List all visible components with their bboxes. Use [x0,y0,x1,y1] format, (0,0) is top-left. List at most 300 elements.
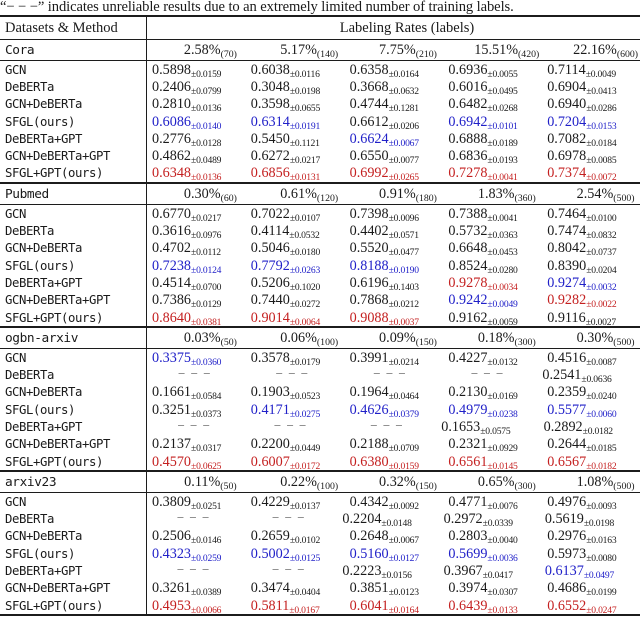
result-stddev: ±0.0280 [487,264,518,276]
result-stddev: ±0.0085 [586,155,617,167]
result-cell [442,435,541,453]
result-cell [146,147,245,165]
result-cell [344,545,443,563]
labeling-rate-cell [457,329,556,347]
result-cell [438,510,539,528]
result-cell [442,597,541,615]
result-cell [245,349,344,367]
method-name: GCN+DeBERTa [5,97,83,112]
result-value: 0.5520 [349,240,389,257]
result-stddev: ±0.0495 [487,85,518,97]
result-stddev: ±0.0049 [487,299,518,311]
result-value: 0.7464 [547,205,587,222]
result-stddev: ±0.0132 [487,356,518,368]
result-value: 0.2803 [448,528,488,545]
result-value: 0.2321 [448,436,488,453]
result-cell [541,545,640,563]
result-cell [344,205,443,223]
rate-label-count: (180) [415,193,437,205]
rate-label-count: (500) [613,481,635,493]
result-value: 0.6770 [152,205,192,222]
result-value: 0.5732 [448,223,488,240]
result-cells [146,309,640,327]
result-value: 0.2659 [250,528,290,545]
result-cell [442,291,541,309]
result-stddev: ±0.0737 [586,247,617,259]
result-value: 0.7386 [152,292,192,309]
result-stddev: ±0.0148 [381,518,412,530]
result-value: 0.6016 [448,78,488,95]
result-stddev: ±0.0204 [586,264,617,276]
result-cells [146,562,640,580]
result-value: 0.6314 [250,113,290,130]
result-cell [541,257,640,275]
unreliable-result-cell: − − − [178,366,212,382]
result-stddev: ±0.0055 [487,68,518,80]
method-name: SFGL+GPT(ours) [5,166,104,181]
result-stddev: ±0.0145 [487,460,518,472]
result-cell [442,383,541,401]
method-row [0,113,640,130]
result-value: 0.9274 [547,274,587,291]
result-stddev: ±0.0080 [586,552,617,564]
method-name: SFGL(ours) [5,258,76,273]
method-name: GCN+DeBERTa [5,241,83,256]
method-row [0,274,640,291]
result-cell [442,130,541,148]
rate-label-count: (150) [415,481,437,493]
result-stddev: ±0.0404 [289,587,321,599]
result-stddev: ±0.0217 [191,212,222,224]
result-value: 0.2359 [547,384,587,401]
result-stddev: ±0.0107 [289,212,321,224]
result-stddev: ±0.0636 [581,374,612,386]
result-value: 0.6552 [547,597,587,614]
result-cell [344,61,443,79]
unreliable-result-cell: − − − [272,510,306,526]
result-value: 0.2223 [342,563,382,580]
result-cells [146,78,640,96]
rate-label-count: (50) [220,337,237,349]
result-stddev: ±0.0127 [388,552,419,564]
result-cells [146,222,640,240]
result-cell [442,274,541,292]
result-stddev: ±0.0167 [289,604,320,616]
result-cell [541,113,640,131]
method-name: GCN+DeBERTa+GPT [5,293,111,308]
result-cell [344,527,443,545]
result-value: 0.7278 [448,165,488,182]
dataset-name: Pubmed [5,186,49,202]
result-stddev: ±0.0247 [586,604,617,616]
result-cell [442,349,541,367]
method-row [0,580,640,597]
results-table [0,15,640,616]
result-stddev: ±0.0137 [289,500,321,512]
result-value: 0.6272 [250,148,290,165]
result-cell [541,147,640,165]
result-cell [344,130,443,148]
result-cell [541,205,640,223]
rate-percent: 0.91% [379,186,416,203]
result-stddev: ±0.0093 [586,500,617,512]
result-cell [344,257,443,275]
result-value: 0.5619 [544,511,584,528]
method-row [0,528,640,545]
result-stddev: ±0.0064 [289,316,321,328]
rate-percent: 7.75% [379,42,416,58]
result-stddev: ±0.0179 [289,356,321,368]
result-cell [442,205,541,223]
result-value: 0.3616 [152,223,192,240]
unreliable-result-cell: − − − [177,418,211,433]
result-cell [344,113,443,131]
result-stddev: ±0.0464 [388,391,419,403]
method-row [0,292,640,309]
result-stddev: ±0.0497 [583,570,615,582]
result-cell [541,291,640,309]
result-cell [541,401,640,419]
result-stddev: ±0.0059 [487,316,518,328]
result-value: 0.8188 [349,257,389,274]
result-cell [344,309,443,327]
result-value: 0.1964 [349,384,389,401]
labeling-rate-cell [359,41,458,59]
result-stddev: ±0.0060 [586,408,617,420]
result-cell [344,291,443,309]
method-row [0,61,640,78]
result-value: 0.4227 [448,349,488,366]
result-value: 0.7440 [250,292,290,309]
result-value: 0.6978 [547,148,587,165]
result-stddev: ±0.0700 [191,281,222,293]
result-stddev: ±0.0206 [388,120,419,132]
dataset-header-row [0,472,640,493]
rate-percent: 2.54% [576,186,614,203]
result-stddev: ±0.0076 [487,500,518,512]
result-cell [146,78,245,96]
result-cell [245,435,344,453]
labeling-rate-cell [260,41,359,59]
method-row [0,597,640,614]
result-cell [541,164,640,182]
result-cell [146,545,245,563]
result-cells [146,510,640,528]
rate-label-count: (360) [514,193,536,205]
rate-percent: 22.16% [573,42,617,58]
result-cells [146,383,640,401]
result-cell [146,205,245,223]
result-cell [245,61,344,79]
result-cell [442,493,541,511]
rate-cells [146,41,640,59]
method-row [0,222,640,242]
result-cells [146,274,640,292]
method-name: GCN+DeBERTa [5,529,83,544]
labeling-rate-cell [556,185,640,203]
result-value: 0.5450 [250,130,290,147]
result-cell [146,164,245,182]
result-value: 0.7792 [250,257,290,274]
result-value: 0.6992 [349,165,389,182]
result-stddev: ±0.0066 [191,604,222,616]
result-cell [245,545,344,563]
result-cells [146,164,640,182]
rate-percent: 0.06% [280,330,317,347]
method-name: DeBERTa+GPT [5,564,83,579]
result-cell [245,597,344,615]
rate-percent: 0.30% [183,186,221,203]
result-stddev: ±0.0360 [191,356,222,368]
result-cell [442,147,541,165]
result-stddev: ±0.0217 [289,155,321,167]
rate-percent: 1.83% [477,186,515,203]
result-stddev: ±0.1020 [289,281,321,293]
result-stddev: ±0.0172 [289,460,321,472]
result-cell [146,597,245,615]
rate-cells [146,185,640,203]
result-stddev: ±0.0307 [487,587,518,599]
result-cell [245,401,344,419]
result-value: 0.5577 [547,401,587,418]
result-value: 0.3048 [250,78,290,95]
result-value: 0.4402 [349,223,389,240]
result-cell [146,257,245,275]
result-stddev: ±0.0453 [487,247,518,259]
result-cells [146,453,640,471]
result-value: 0.9162 [448,309,488,326]
result-stddev: ±0.0190 [388,264,419,276]
result-value: 0.5898 [152,61,192,78]
method-row [0,240,640,257]
result-cells [146,493,640,511]
result-cell [541,383,640,401]
rate-percent: 15.51% [474,42,519,58]
result-stddev: ±0.1281 [388,103,419,115]
result-cell [245,579,344,597]
result-value: 0.7474 [547,223,587,240]
result-cells [146,435,640,453]
result-value: 0.5206 [250,274,290,291]
method-row [0,493,640,510]
result-stddev: ±0.0123 [388,587,419,599]
result-value: 0.6038 [250,61,290,78]
rate-label-count: (50) [220,481,237,493]
method-name: DeBERTa [5,224,55,239]
labeling-rate-cell [359,473,458,491]
result-value: 0.3474 [250,580,290,597]
result-stddev: ±0.0182 [586,460,617,472]
result-stddev: ±0.0449 [289,443,321,455]
result-value: 0.5973 [547,545,587,562]
result-stddev: ±0.0286 [586,103,617,115]
result-value: 0.2200 [250,436,290,453]
result-stddev: ±0.0136 [191,172,222,184]
result-value: 0.2976 [547,528,587,545]
result-value: 0.1653 [441,419,481,435]
result-cell [336,510,437,528]
result-value: 0.2892 [543,419,583,435]
rate-label-count: (70) [220,49,237,60]
method-row [0,205,640,222]
result-cell [344,78,443,96]
result-cells [146,113,640,131]
result-value: 0.6648 [448,240,488,257]
result-value: 0.6612 [349,113,389,130]
result-value: 0.9278 [448,274,488,291]
method-name: DeBERTa+GPT [5,131,83,146]
result-value: 0.6567 [547,453,587,470]
result-cell [539,562,640,580]
result-cells [146,130,640,148]
method-name: GCN+DeBERTa+GPT [5,437,111,452]
result-stddev: ±0.0040 [487,535,518,547]
result-stddev: ±0.0049 [585,68,616,80]
result-cells [146,366,640,384]
result-cell [245,222,344,240]
result-cell [442,579,541,597]
result-cells [146,418,640,436]
result-cell [245,291,344,309]
result-value: 0.5811 [250,597,290,614]
result-value: 0.6439 [448,597,488,614]
method-row [0,130,640,147]
result-stddev: ±0.0251 [191,500,222,512]
method-row [0,165,640,182]
unreliable-result-cell: − − − [373,366,407,382]
result-value: 0.7082 [547,130,587,147]
result-value: 0.4862 [152,148,192,165]
result-stddev: ±0.0832 [586,230,617,242]
result-stddev: ±0.0413 [586,85,617,97]
result-stddev: ±0.0112 [191,247,221,259]
result-cell [344,579,443,597]
result-value: 0.1903 [250,384,290,401]
column-divider-line [146,17,147,616]
result-cell [538,418,640,436]
rate-percent: 0.18% [477,330,515,347]
result-value: 0.2406 [152,78,192,95]
result-cells [146,205,640,223]
result-cell [146,113,245,131]
dataset-section-arxiv23 [0,472,640,616]
labeling-rate-cell [161,473,260,491]
method-row [0,257,640,274]
labeling-rate-cell [457,473,556,491]
method-row [0,349,640,366]
result-cell [245,309,344,327]
method-name: DeBERTa+GPT [5,275,83,290]
result-value: 0.6137 [544,563,584,580]
result-stddev: ±0.0153 [586,120,617,132]
labeling-rate-cell [556,41,640,59]
rate-label-count: (420) [518,49,540,60]
result-stddev: ±0.0102 [289,535,321,547]
result-cells [146,61,640,79]
method-name: DeBERTa [5,512,55,527]
result-value: 0.2541 [542,367,582,384]
rate-percent: 0.61% [280,186,317,203]
result-stddev: ±0.0034 [487,281,518,293]
result-stddev: ±0.0096 [388,212,419,224]
result-cells [146,147,640,165]
labeling-rate-cell [260,329,359,347]
method-row [0,96,640,113]
dataset-section-Pubmed [0,184,640,328]
dataset-header-row [0,184,640,205]
labeling-rate-cell [260,473,359,491]
result-stddev: ±0.0163 [586,535,617,547]
result-stddev: ±0.0027 [585,316,616,328]
rate-label-count: (120) [316,193,339,205]
result-value: 0.5002 [250,545,290,562]
result-value: 0.6942 [448,113,488,130]
result-cell [245,147,344,165]
result-cell [344,349,443,367]
method-row [0,436,640,453]
result-cell [344,147,443,165]
result-cell [146,61,245,79]
result-cell [146,222,245,240]
result-cell [442,222,541,240]
result-cells [146,527,640,545]
result-value: 0.7868 [349,292,389,309]
result-stddev: ±0.0632 [388,85,419,97]
result-stddev: ±0.0198 [583,518,615,530]
result-stddev: ±0.0709 [388,443,419,455]
method-name: SFGL+GPT(ours) [5,454,104,469]
result-stddev: ±0.0133 [487,604,518,616]
result-stddev: ±0.0131 [289,172,321,184]
result-cell [245,239,344,257]
method-name: SFGL+GPT(ours) [5,598,104,613]
unreliable-result-cell: − − − [275,366,310,382]
result-cell [541,453,640,471]
result-value: 0.4171 [250,401,290,418]
result-value: 0.5160 [349,545,389,562]
result-stddev: ±0.0092 [388,500,419,512]
result-cell [146,130,245,148]
rate-percent: 0.03% [183,330,221,347]
result-value: 0.3598 [250,96,290,113]
result-stddev: ±0.0067 [388,535,419,547]
rate-label-count: (210) [415,49,437,60]
method-name: SFGL(ours) [5,402,76,417]
result-value: 0.6856 [250,165,290,182]
result-stddev: ±0.1121 [289,137,320,149]
method-name: DeBERTa+GPT [5,419,83,434]
unreliable-result-cell: − − − [273,418,308,433]
result-cell [245,383,344,401]
result-value: 0.2130 [448,384,488,401]
result-value: 0.6624 [349,130,389,147]
method-row [0,309,640,326]
result-stddev: ±0.0087 [586,356,617,368]
result-value: 0.2644 [547,436,587,453]
method-name: GCN [5,62,27,77]
result-stddev: ±0.0185 [586,443,617,455]
result-cell [442,545,541,563]
result-value: 0.6836 [448,148,488,165]
result-value: 0.7022 [250,205,290,222]
result-stddev: ±0.0489 [191,155,222,167]
result-stddev: ±0.0036 [487,552,518,564]
method-row [0,453,640,470]
result-cell [245,527,344,545]
result-stddev: ±0.0128 [191,137,222,149]
result-value: 0.2810 [152,96,192,113]
rate-percent: 1.08% [576,474,614,491]
